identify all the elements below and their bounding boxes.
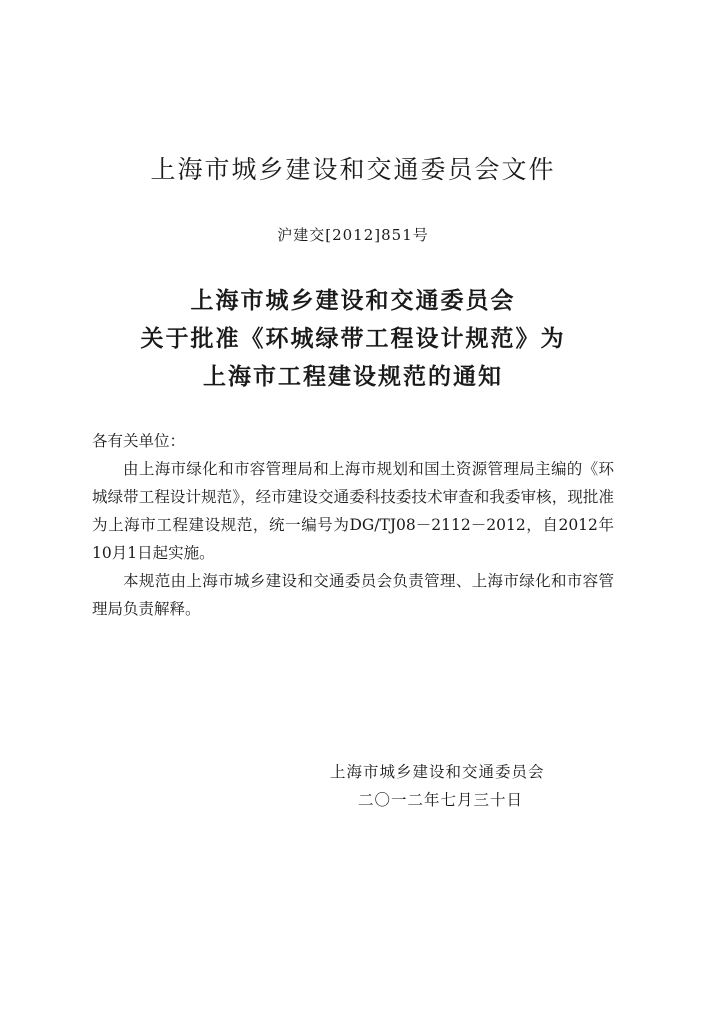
document-title (0, 282, 706, 396)
issuer-header: 上海市城乡建设和交通委员会文件 (150, 155, 556, 184)
document-number: 沪建交[2012]851号 (277, 226, 429, 244)
title-line-1: 上海市城乡建设和交通委员会 (190, 288, 516, 314)
salutation: 各有关单位： (92, 432, 186, 450)
signature-date: 二〇一二年七月三十日 (358, 791, 524, 809)
document-body (92, 427, 614, 623)
signature-org: 上海市城乡建设和交通委员会 (330, 763, 545, 781)
title-line-3: 上海市工程建设规范的通知 (203, 364, 503, 390)
signature-block (330, 758, 590, 814)
paragraph-1: 由上海市绿化和市容管理局和上海市规划和国土资源管理局主编的《环城绿带工程设计规范》，经市建设交通委科技委技术审查和我委审核，现批准为上海市工程建设规范，统一编号为DG/TJ08－2112－2012，自2012年10月1日起实施。 (92, 460, 614, 562)
paragraph-2: 本规范由上海市城乡建设和交通委员会负责管理、上海市绿化和市容管理局负责解释。 (92, 572, 614, 618)
title-line-2: 关于批准《环城绿带工程设计规范》为 (140, 326, 566, 352)
